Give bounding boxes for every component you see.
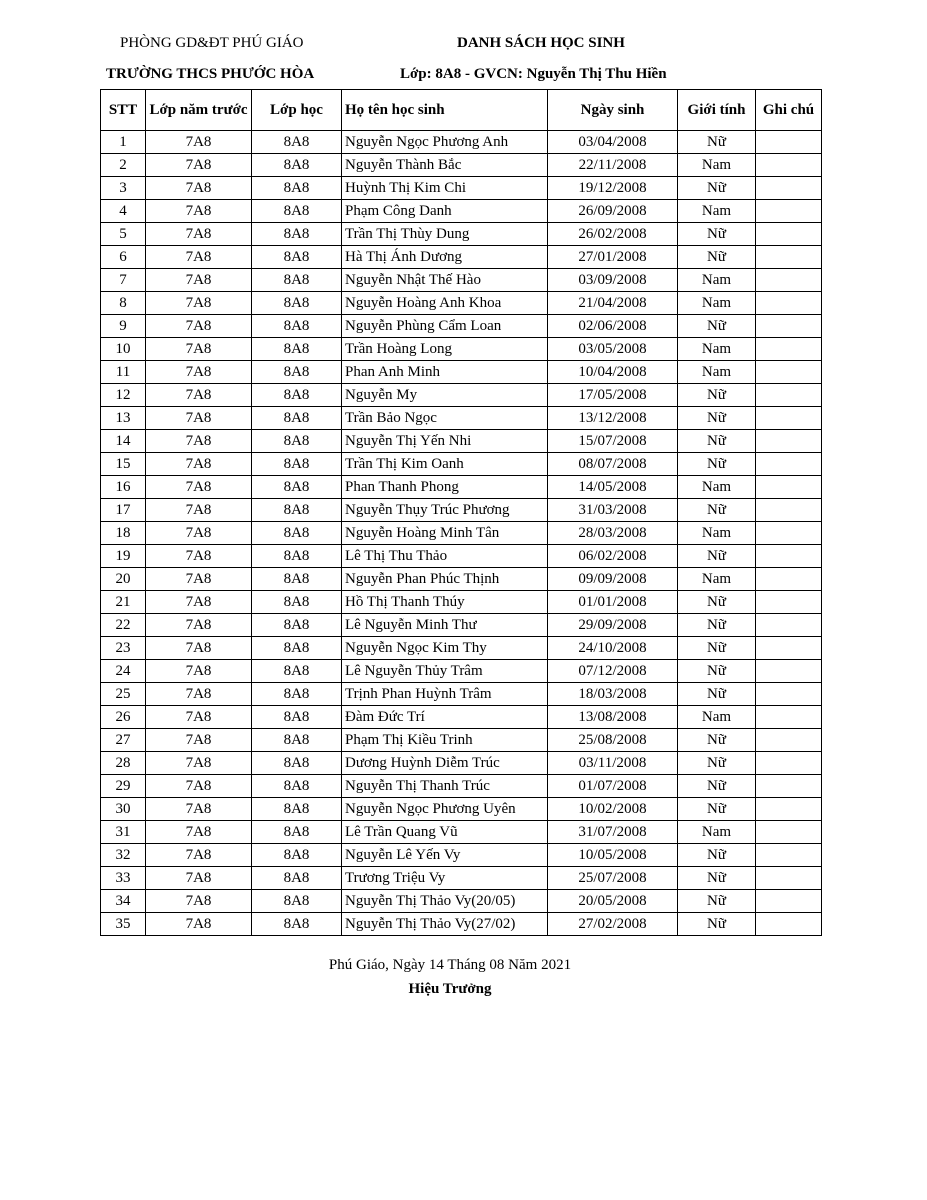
table-row <box>101 637 822 660</box>
notes-cell <box>756 384 822 407</box>
previous-class-cell: 7A8 <box>146 522 252 545</box>
class-cell: 8A8 <box>252 683 342 706</box>
gender-cell: Nữ <box>678 798 756 821</box>
birth-date-cell: 25/08/2008 <box>548 729 678 752</box>
column-header-stt: STT <box>101 90 146 131</box>
student-table <box>100 89 822 936</box>
previous-class-cell: 7A8 <box>146 384 252 407</box>
student-name-cell: Nguyễn Lê Yến Vy <box>342 844 548 867</box>
stt-cell: 29 <box>101 775 146 798</box>
gender-cell: Nữ <box>678 637 756 660</box>
birth-date-cell: 22/11/2008 <box>548 154 678 177</box>
birth-date-cell: 29/09/2008 <box>548 614 678 637</box>
student-name-cell: Nguyễn Thị Thảo Vy(27/02) <box>342 913 548 936</box>
stt-cell: 22 <box>101 614 146 637</box>
notes-cell <box>756 315 822 338</box>
stt-cell: 32 <box>101 844 146 867</box>
notes-cell <box>756 223 822 246</box>
notes-cell <box>756 568 822 591</box>
student-name-cell: Huỳnh Thị Kim Chi <box>342 177 548 200</box>
birth-date-cell: 13/12/2008 <box>548 407 678 430</box>
student-name-cell: Trịnh Phan Huỳnh Trâm <box>342 683 548 706</box>
class-cell: 8A8 <box>252 568 342 591</box>
table-row <box>101 890 822 913</box>
table-row <box>101 660 822 683</box>
table-row <box>101 821 822 844</box>
class-cell: 8A8 <box>252 591 342 614</box>
notes-cell <box>756 338 822 361</box>
class-cell: 8A8 <box>252 522 342 545</box>
notes-cell <box>756 752 822 775</box>
gender-cell: Nam <box>678 706 756 729</box>
stt-cell: 4 <box>101 200 146 223</box>
notes-cell <box>756 798 822 821</box>
gender-cell: Nữ <box>678 430 756 453</box>
gender-cell: Nam <box>678 154 756 177</box>
gender-cell: Nam <box>678 269 756 292</box>
class-cell: 8A8 <box>252 131 342 154</box>
stt-cell: 6 <box>101 246 146 269</box>
stt-cell: 27 <box>101 729 146 752</box>
column-header-notes: Ghi chú <box>756 90 822 131</box>
previous-class-cell: 7A8 <box>146 614 252 637</box>
gender-cell: Nữ <box>678 246 756 269</box>
birth-date-cell: 01/01/2008 <box>548 591 678 614</box>
stt-cell: 1 <box>101 131 146 154</box>
stt-cell: 7 <box>101 269 146 292</box>
class-cell: 8A8 <box>252 545 342 568</box>
gender-cell: Nữ <box>678 614 756 637</box>
class-cell: 8A8 <box>252 453 342 476</box>
class-cell: 8A8 <box>252 614 342 637</box>
previous-class-cell: 7A8 <box>146 177 252 200</box>
student-name-cell: Nguyễn Ngọc Phương Anh <box>342 131 548 154</box>
student-name-cell: Nguyễn Hoàng Minh Tân <box>342 522 548 545</box>
notes-cell <box>756 591 822 614</box>
previous-class-cell: 7A8 <box>146 844 252 867</box>
class-cell: 8A8 <box>252 246 342 269</box>
column-header-gender: Giới tính <box>678 90 756 131</box>
document-title: DANH SÁCH HỌC SINH <box>457 35 625 51</box>
birth-date-cell: 13/08/2008 <box>548 706 678 729</box>
gender-cell: Nữ <box>678 223 756 246</box>
table-row <box>101 476 822 499</box>
school-name: TRƯỜNG THCS PHƯỚC HÒA <box>106 66 315 82</box>
gender-cell: Nữ <box>678 384 756 407</box>
table-row <box>101 430 822 453</box>
gender-cell: Nam <box>678 292 756 315</box>
notes-cell <box>756 545 822 568</box>
table-row <box>101 844 822 867</box>
notes-cell <box>756 269 822 292</box>
notes-cell <box>756 131 822 154</box>
stt-cell: 9 <box>101 315 146 338</box>
student-name-cell: Phạm Thị Kiều Trinh <box>342 729 548 752</box>
previous-class-cell: 7A8 <box>146 223 252 246</box>
table-row <box>101 338 822 361</box>
class-cell: 8A8 <box>252 752 342 775</box>
gender-cell: Nữ <box>678 453 756 476</box>
notes-cell <box>756 499 822 522</box>
birth-date-cell: 03/04/2008 <box>548 131 678 154</box>
notes-cell <box>756 614 822 637</box>
notes-cell <box>756 361 822 384</box>
previous-class-cell: 7A8 <box>146 752 252 775</box>
student-name-cell: Nguyễn Ngọc Phương Uyên <box>342 798 548 821</box>
stt-cell: 20 <box>101 568 146 591</box>
birth-date-cell: 14/05/2008 <box>548 476 678 499</box>
previous-class-cell: 7A8 <box>146 821 252 844</box>
stt-cell: 30 <box>101 798 146 821</box>
birth-date-cell: 15/07/2008 <box>548 430 678 453</box>
notes-cell <box>756 890 822 913</box>
student-name-cell: Hà Thị Ánh Dương <box>342 246 548 269</box>
previous-class-cell: 7A8 <box>146 315 252 338</box>
previous-class-cell: 7A8 <box>146 913 252 936</box>
gender-cell: Nữ <box>678 890 756 913</box>
class-cell: 8A8 <box>252 775 342 798</box>
column-header-student-name: Họ tên học sinh <box>342 90 548 131</box>
class-cell: 8A8 <box>252 844 342 867</box>
notes-cell <box>756 476 822 499</box>
notes-cell <box>756 522 822 545</box>
class-cell: 8A8 <box>252 384 342 407</box>
notes-cell <box>756 775 822 798</box>
birth-date-cell: 03/11/2008 <box>548 752 678 775</box>
notes-cell <box>756 292 822 315</box>
column-header-previous-class-label: Lớp năm trước <box>149 102 248 118</box>
stt-cell: 23 <box>101 637 146 660</box>
table-row <box>101 453 822 476</box>
table-row <box>101 246 822 269</box>
column-header-previous-class <box>146 90 252 131</box>
table-row <box>101 706 822 729</box>
student-name-cell: Hồ Thị Thanh Thúy <box>342 591 548 614</box>
agency-name: PHÒNG GD&ĐT PHÚ GIÁO <box>120 35 304 51</box>
table-row <box>101 269 822 292</box>
notes-cell <box>756 729 822 752</box>
previous-class-cell: 7A8 <box>146 637 252 660</box>
class-cell: 8A8 <box>252 499 342 522</box>
class-cell: 8A8 <box>252 177 342 200</box>
birth-date-cell: 27/02/2008 <box>548 913 678 936</box>
stt-cell: 24 <box>101 660 146 683</box>
previous-class-cell: 7A8 <box>146 729 252 752</box>
stt-cell: 8 <box>101 292 146 315</box>
stt-cell: 17 <box>101 499 146 522</box>
notes-cell <box>756 200 822 223</box>
student-name-cell: Nguyễn Thành Bắc <box>342 154 548 177</box>
gender-cell: Nữ <box>678 867 756 890</box>
student-name-cell: Phan Thanh Phong <box>342 476 548 499</box>
column-header-class: Lớp học <box>252 90 342 131</box>
stt-cell: 33 <box>101 867 146 890</box>
gender-cell: Nữ <box>678 545 756 568</box>
student-name-cell: Nguyễn Thị Thảo Vy(20/05) <box>342 890 548 913</box>
table-row <box>101 522 822 545</box>
stt-cell: 26 <box>101 706 146 729</box>
student-name-cell: Dương Huỳnh Diễm Trúc <box>342 752 548 775</box>
student-name-cell: Nguyễn Nhật Thế Hào <box>342 269 548 292</box>
stt-cell: 5 <box>101 223 146 246</box>
previous-class-cell: 7A8 <box>146 867 252 890</box>
class-cell: 8A8 <box>252 706 342 729</box>
birth-date-cell: 10/04/2008 <box>548 361 678 384</box>
class-cell: 8A8 <box>252 476 342 499</box>
class-cell: 8A8 <box>252 154 342 177</box>
class-cell: 8A8 <box>252 269 342 292</box>
gender-cell: Nữ <box>678 913 756 936</box>
student-name-cell: Lê Nguyễn Thủy Trâm <box>342 660 548 683</box>
birth-date-cell: 17/05/2008 <box>548 384 678 407</box>
previous-class-cell: 7A8 <box>146 660 252 683</box>
gender-cell: Nam <box>678 200 756 223</box>
birth-date-cell: 07/12/2008 <box>548 660 678 683</box>
previous-class-cell: 7A8 <box>146 890 252 913</box>
class-cell: 8A8 <box>252 821 342 844</box>
notes-cell <box>756 453 822 476</box>
birth-date-cell: 03/09/2008 <box>548 269 678 292</box>
student-name-cell: Nguyễn Thụy Trúc Phương <box>342 499 548 522</box>
stt-cell: 14 <box>101 430 146 453</box>
previous-class-cell: 7A8 <box>146 200 252 223</box>
table-row <box>101 200 822 223</box>
class-cell: 8A8 <box>252 430 342 453</box>
stt-cell: 2 <box>101 154 146 177</box>
birth-date-cell: 10/02/2008 <box>548 798 678 821</box>
birth-date-cell: 31/03/2008 <box>548 499 678 522</box>
notes-cell <box>756 821 822 844</box>
gender-cell: Nam <box>678 821 756 844</box>
student-name-cell: Nguyễn Ngọc Kim Thy <box>342 637 548 660</box>
stt-cell: 25 <box>101 683 146 706</box>
signer-title: Hiệu Trưởng <box>408 981 492 997</box>
gender-cell: Nữ <box>678 315 756 338</box>
table-row <box>101 729 822 752</box>
table-row <box>101 384 822 407</box>
birth-date-cell: 21/04/2008 <box>548 292 678 315</box>
student-name-cell: Lê Thị Thu Thảo <box>342 545 548 568</box>
stt-cell: 19 <box>101 545 146 568</box>
table-row <box>101 292 822 315</box>
gender-cell: Nữ <box>678 844 756 867</box>
gender-cell: Nữ <box>678 131 756 154</box>
birth-date-cell: 20/05/2008 <box>548 890 678 913</box>
birth-date-cell: 18/03/2008 <box>548 683 678 706</box>
stt-cell: 13 <box>101 407 146 430</box>
table-row <box>101 223 822 246</box>
student-name-cell: Trần Bảo Ngọc <box>342 407 548 430</box>
gender-cell: Nam <box>678 476 756 499</box>
gender-cell: Nam <box>678 338 756 361</box>
notes-cell <box>756 660 822 683</box>
table-row <box>101 315 822 338</box>
table-row <box>101 545 822 568</box>
table-row <box>101 614 822 637</box>
previous-class-cell: 7A8 <box>146 430 252 453</box>
place-date: Phú Giáo, Ngày 14 Tháng 08 Năm 2021 <box>328 957 572 973</box>
table-row <box>101 867 822 890</box>
table-row <box>101 568 822 591</box>
gender-cell: Nữ <box>678 729 756 752</box>
class-cell: 8A8 <box>252 729 342 752</box>
class-info: Lớp: 8A8 - GVCN: Nguyễn Thị Thu Hiền <box>400 66 667 82</box>
class-cell: 8A8 <box>252 913 342 936</box>
previous-class-cell: 7A8 <box>146 706 252 729</box>
student-name-cell: Trần Thị Kim Oanh <box>342 453 548 476</box>
previous-class-cell: 7A8 <box>146 269 252 292</box>
class-cell: 8A8 <box>252 660 342 683</box>
table-row <box>101 407 822 430</box>
previous-class-cell: 7A8 <box>146 545 252 568</box>
notes-cell <box>756 706 822 729</box>
previous-class-cell: 7A8 <box>146 568 252 591</box>
student-name-cell: Trần Hoàng Long <box>342 338 548 361</box>
notes-cell <box>756 177 822 200</box>
stt-cell: 15 <box>101 453 146 476</box>
gender-cell: Nữ <box>678 591 756 614</box>
gender-cell: Nam <box>678 361 756 384</box>
stt-cell: 28 <box>101 752 146 775</box>
student-name-cell: Nguyễn My <box>342 384 548 407</box>
notes-cell <box>756 430 822 453</box>
class-cell: 8A8 <box>252 361 342 384</box>
table-row <box>101 131 822 154</box>
table-row <box>101 775 822 798</box>
student-name-cell: Lê Trần Quang Vũ <box>342 821 548 844</box>
gender-cell: Nữ <box>678 177 756 200</box>
student-name-cell: Phạm Công Danh <box>342 200 548 223</box>
student-name-cell: Đàm Đức Trí <box>342 706 548 729</box>
birth-date-cell: 26/09/2008 <box>548 200 678 223</box>
class-cell: 8A8 <box>252 867 342 890</box>
notes-cell <box>756 246 822 269</box>
birth-date-cell: 24/10/2008 <box>548 637 678 660</box>
previous-class-cell: 7A8 <box>146 407 252 430</box>
student-name-cell: Trần Thị Thùy Dung <box>342 223 548 246</box>
stt-cell: 21 <box>101 591 146 614</box>
class-cell: 8A8 <box>252 223 342 246</box>
stt-cell: 34 <box>101 890 146 913</box>
table-row <box>101 752 822 775</box>
previous-class-cell: 7A8 <box>146 453 252 476</box>
stt-cell: 12 <box>101 384 146 407</box>
stt-cell: 11 <box>101 361 146 384</box>
previous-class-cell: 7A8 <box>146 683 252 706</box>
class-cell: 8A8 <box>252 798 342 821</box>
table-row <box>101 683 822 706</box>
birth-date-cell: 08/07/2008 <box>548 453 678 476</box>
previous-class-cell: 7A8 <box>146 361 252 384</box>
previous-class-cell: 7A8 <box>146 798 252 821</box>
student-name-cell: Phan Anh Minh <box>342 361 548 384</box>
stt-cell: 35 <box>101 913 146 936</box>
gender-cell: Nữ <box>678 407 756 430</box>
stt-cell: 18 <box>101 522 146 545</box>
class-cell: 8A8 <box>252 292 342 315</box>
gender-cell: Nam <box>678 522 756 545</box>
birth-date-cell: 28/03/2008 <box>548 522 678 545</box>
previous-class-cell: 7A8 <box>146 246 252 269</box>
class-cell: 8A8 <box>252 637 342 660</box>
table-row <box>101 798 822 821</box>
student-name-cell: Nguyễn Thị Thanh Trúc <box>342 775 548 798</box>
column-header-birth-date: Ngày sinh <box>548 90 678 131</box>
gender-cell: Nữ <box>678 660 756 683</box>
birth-date-cell: 03/05/2008 <box>548 338 678 361</box>
birth-date-cell: 06/02/2008 <box>548 545 678 568</box>
birth-date-cell: 19/12/2008 <box>548 177 678 200</box>
notes-cell <box>756 154 822 177</box>
table-row <box>101 361 822 384</box>
class-cell: 8A8 <box>252 890 342 913</box>
notes-cell <box>756 844 822 867</box>
class-cell: 8A8 <box>252 407 342 430</box>
previous-class-cell: 7A8 <box>146 775 252 798</box>
previous-class-cell: 7A8 <box>146 338 252 361</box>
student-name-cell: Nguyễn Phùng Cẩm Loan <box>342 315 548 338</box>
class-cell: 8A8 <box>252 315 342 338</box>
student-name-cell: Trương Triệu Vy <box>342 867 548 890</box>
student-name-cell: Nguyễn Phan Phúc Thịnh <box>342 568 548 591</box>
birth-date-cell: 27/01/2008 <box>548 246 678 269</box>
notes-cell <box>756 683 822 706</box>
table-row <box>101 499 822 522</box>
birth-date-cell: 10/05/2008 <box>548 844 678 867</box>
previous-class-cell: 7A8 <box>146 154 252 177</box>
stt-cell: 3 <box>101 177 146 200</box>
table-row <box>101 177 822 200</box>
stt-cell: 31 <box>101 821 146 844</box>
previous-class-cell: 7A8 <box>146 131 252 154</box>
gender-cell: Nữ <box>678 683 756 706</box>
previous-class-cell: 7A8 <box>146 591 252 614</box>
gender-cell: Nữ <box>678 752 756 775</box>
table-row <box>101 154 822 177</box>
birth-date-cell: 31/07/2008 <box>548 821 678 844</box>
birth-date-cell: 02/06/2008 <box>548 315 678 338</box>
table-header-row <box>101 90 822 131</box>
birth-date-cell: 09/09/2008 <box>548 568 678 591</box>
notes-cell <box>756 407 822 430</box>
class-cell: 8A8 <box>252 338 342 361</box>
notes-cell <box>756 913 822 936</box>
birth-date-cell: 25/07/2008 <box>548 867 678 890</box>
gender-cell: Nữ <box>678 499 756 522</box>
class-cell: 8A8 <box>252 200 342 223</box>
student-name-cell: Nguyễn Thị Yến Nhi <box>342 430 548 453</box>
stt-cell: 16 <box>101 476 146 499</box>
gender-cell: Nam <box>678 568 756 591</box>
gender-cell: Nữ <box>678 775 756 798</box>
student-name-cell: Lê Nguyễn Minh Thư <box>342 614 548 637</box>
notes-cell <box>756 637 822 660</box>
table-row <box>101 913 822 936</box>
previous-class-cell: 7A8 <box>146 292 252 315</box>
previous-class-cell: 7A8 <box>146 476 252 499</box>
birth-date-cell: 26/02/2008 <box>548 223 678 246</box>
table-row <box>101 591 822 614</box>
birth-date-cell: 01/07/2008 <box>548 775 678 798</box>
stt-cell: 10 <box>101 338 146 361</box>
notes-cell <box>756 867 822 890</box>
student-table-body <box>101 131 822 936</box>
student-name-cell: Nguyễn Hoàng Anh Khoa <box>342 292 548 315</box>
previous-class-cell: 7A8 <box>146 499 252 522</box>
